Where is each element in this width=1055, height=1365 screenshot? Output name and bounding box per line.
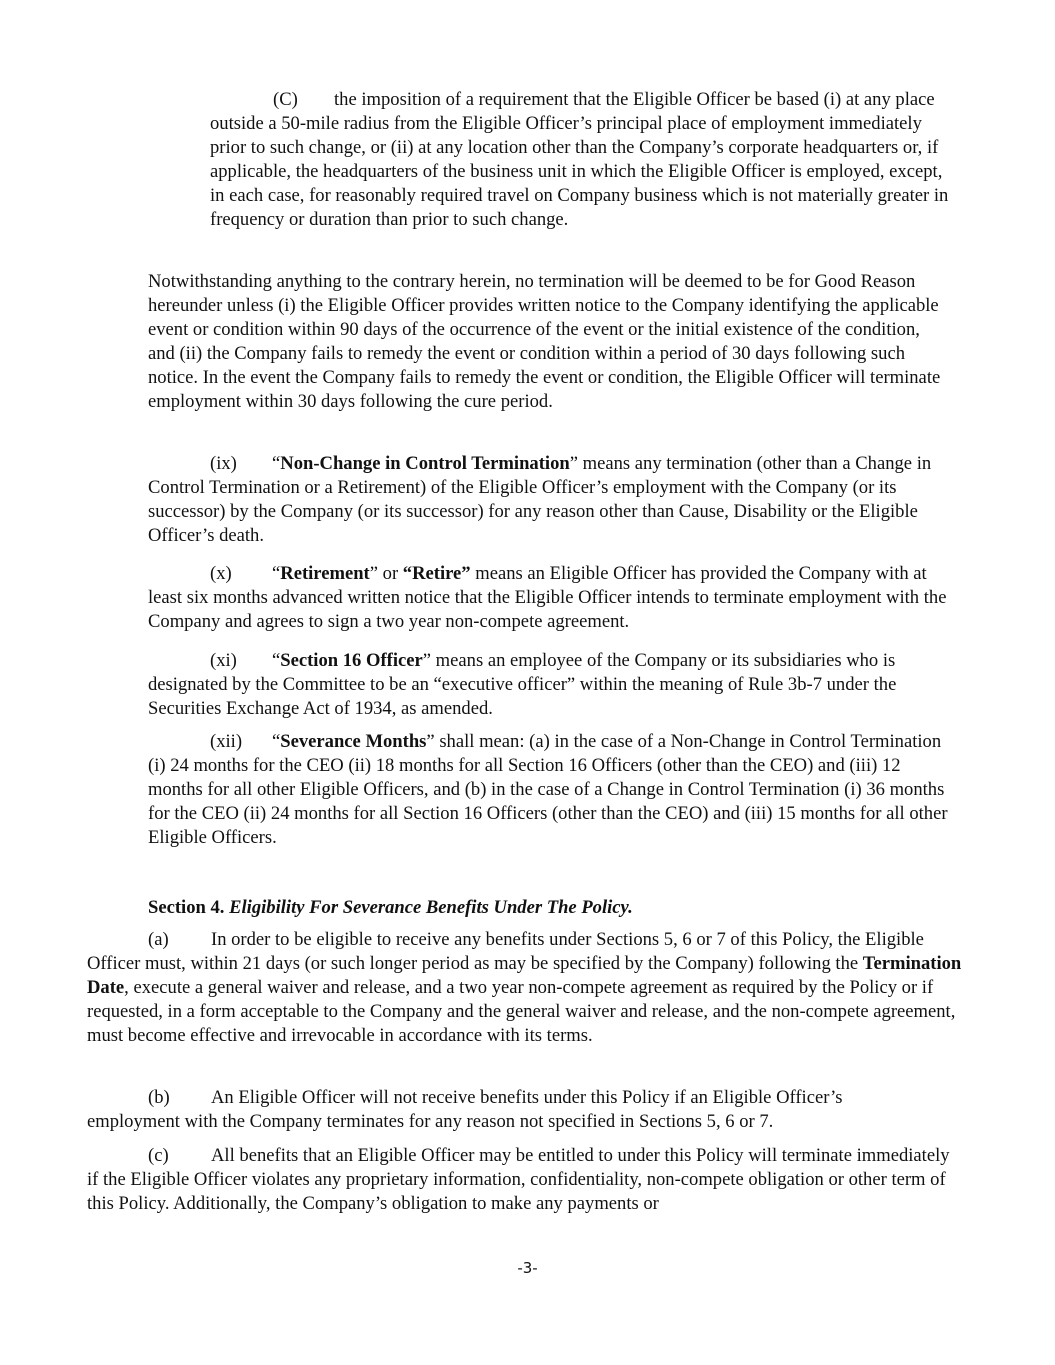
open-quote: “ — [272, 563, 281, 584]
defined-term: Section 16 Officer — [280, 650, 423, 671]
defined-term: Non-Change in Control Termination — [280, 453, 570, 474]
item-label: (ix) — [210, 453, 237, 474]
defined-term: Termination Date — [87, 953, 962, 998]
definition-text: ” means any termination (other than a Change in Control Termination or a Retirement) of the Eligible Officer’s employment with the Company (or its successor) by the Company (or its successor) for any reason other than Cause, Disability or the Eligible Officer’s death. — [148, 453, 932, 546]
section-title: Eligibility For Severance Benefits Under The Policy. — [224, 897, 633, 918]
paragraph-text: An Eligible Officer will not receive benefits under this Policy if an Eligible Officer’s employment with the Company terminates for any reason not specified in Sections 5, 6 or 7. — [87, 1087, 843, 1132]
paragraph-item-c — [210, 88, 960, 232]
defined-term: Severance Months — [280, 731, 427, 752]
term-joiner: ” or — [369, 563, 403, 584]
item-label: (x) — [210, 563, 232, 584]
section-heading — [148, 896, 633, 920]
definition-non-change-in-control-termination — [148, 452, 948, 548]
paragraph-notwithstanding: Notwithstanding anything to the contrary herein, no termination will be deemed to be for Good Reason hereunder unless (i) the Eligible Officer provides written notice to the Company identifying the applicable event or condition within 90 days of the occurrence of the event or the initial existence of the condition, and (ii) the Company fails to remedy the event or condition within a period of 30 days following such notice. In the event the Company fails to remedy the event or condition, the Eligible Officer will terminate employment within 30 days following the cure period. — [148, 271, 941, 412]
item-label: (a) — [148, 929, 169, 950]
section-number: Section 4. — [148, 897, 225, 918]
open-quote: “ — [272, 731, 281, 752]
open-quote: “ — [272, 650, 281, 671]
paragraph-b — [87, 1086, 927, 1134]
page-number: -3- — [517, 1259, 538, 1277]
paragraph-text-before: In order to be eligible to receive any benefits under Sections 5, 6 or 7 of this Policy, the Eligible Officer must, within 21 days (or such longer period as may be specified by the Company) following the — [87, 929, 924, 974]
item-label: (c) — [148, 1145, 169, 1166]
item-text: the imposition of a requirement that the Eligible Officer be based (i) at any place outside a 50-mile radius from the Eligible Officer’s principal place of employment immediately prior to such change, or (ii) at any location other than the Company’s corporate headquarters or, if applicable, the headquarters of the business unit in which the Eligible Officer is employed, except, in each case, for reasonably required travel on Company business which is not materially greater in frequency or duration than prior to such change. — [210, 89, 949, 230]
defined-term: Retirement — [280, 563, 370, 584]
open-quote: “ — [272, 453, 281, 474]
definition-severance-months — [148, 730, 948, 850]
defined-term-alt: “Retire” — [402, 563, 471, 584]
paragraph-a — [87, 928, 962, 1048]
item-label: (xi) — [210, 650, 237, 671]
paragraph-text: All benefits that an Eligible Officer may be entitled to under this Policy will terminate immediately if the Eligible Officer violates any proprietary information, confidentiality, non-compete obligation or other term of this Policy. Additionally, the Company’s obligation to make any payments or — [87, 1145, 950, 1214]
definition-retirement — [148, 562, 948, 634]
item-label: (C) — [273, 89, 298, 110]
definition-text: ” shall mean: (a) in the case of a Non-Change in Control Termination (i) 24 months for the CEO (ii) 18 months for all Section 16 Officers (other than the CEO) and (iii) 12 months for all other Eligible Officers, and (b) in the case of a Change in Control Termination (i) 36 months for the CEO (ii) 24 months for all Section 16 Officers (other than the CEO) and (iii) 15 months for all other Eligible Officers. — [148, 731, 948, 848]
definition-section-16-officer — [148, 649, 928, 721]
paragraph-c — [87, 1144, 962, 1216]
item-label: (xii) — [210, 731, 243, 752]
paragraph-text-after: , execute a general waiver and release, and a two year non-compete agreement as required by the Policy or if requested, in a form acceptable to the Company and the general waiver and release, and the non-compete agreement, must become effective and irrevocable in accordance with its terms. — [87, 977, 956, 1046]
item-label: (b) — [148, 1087, 170, 1108]
definition-text: ” means an employee of the Company or its subsidiaries who is designated by the Committee to be an “executive officer” within the meaning of Rule 3b-7 under the Securities Exchange Act of 1934, as amended. — [148, 650, 897, 719]
definition-text: means an Eligible Officer has provided the Company with at least six months advanced written notice that the Eligible Officer intends to terminate employment with the Company and agrees to sign a two year non-compete agreement. — [148, 563, 947, 632]
